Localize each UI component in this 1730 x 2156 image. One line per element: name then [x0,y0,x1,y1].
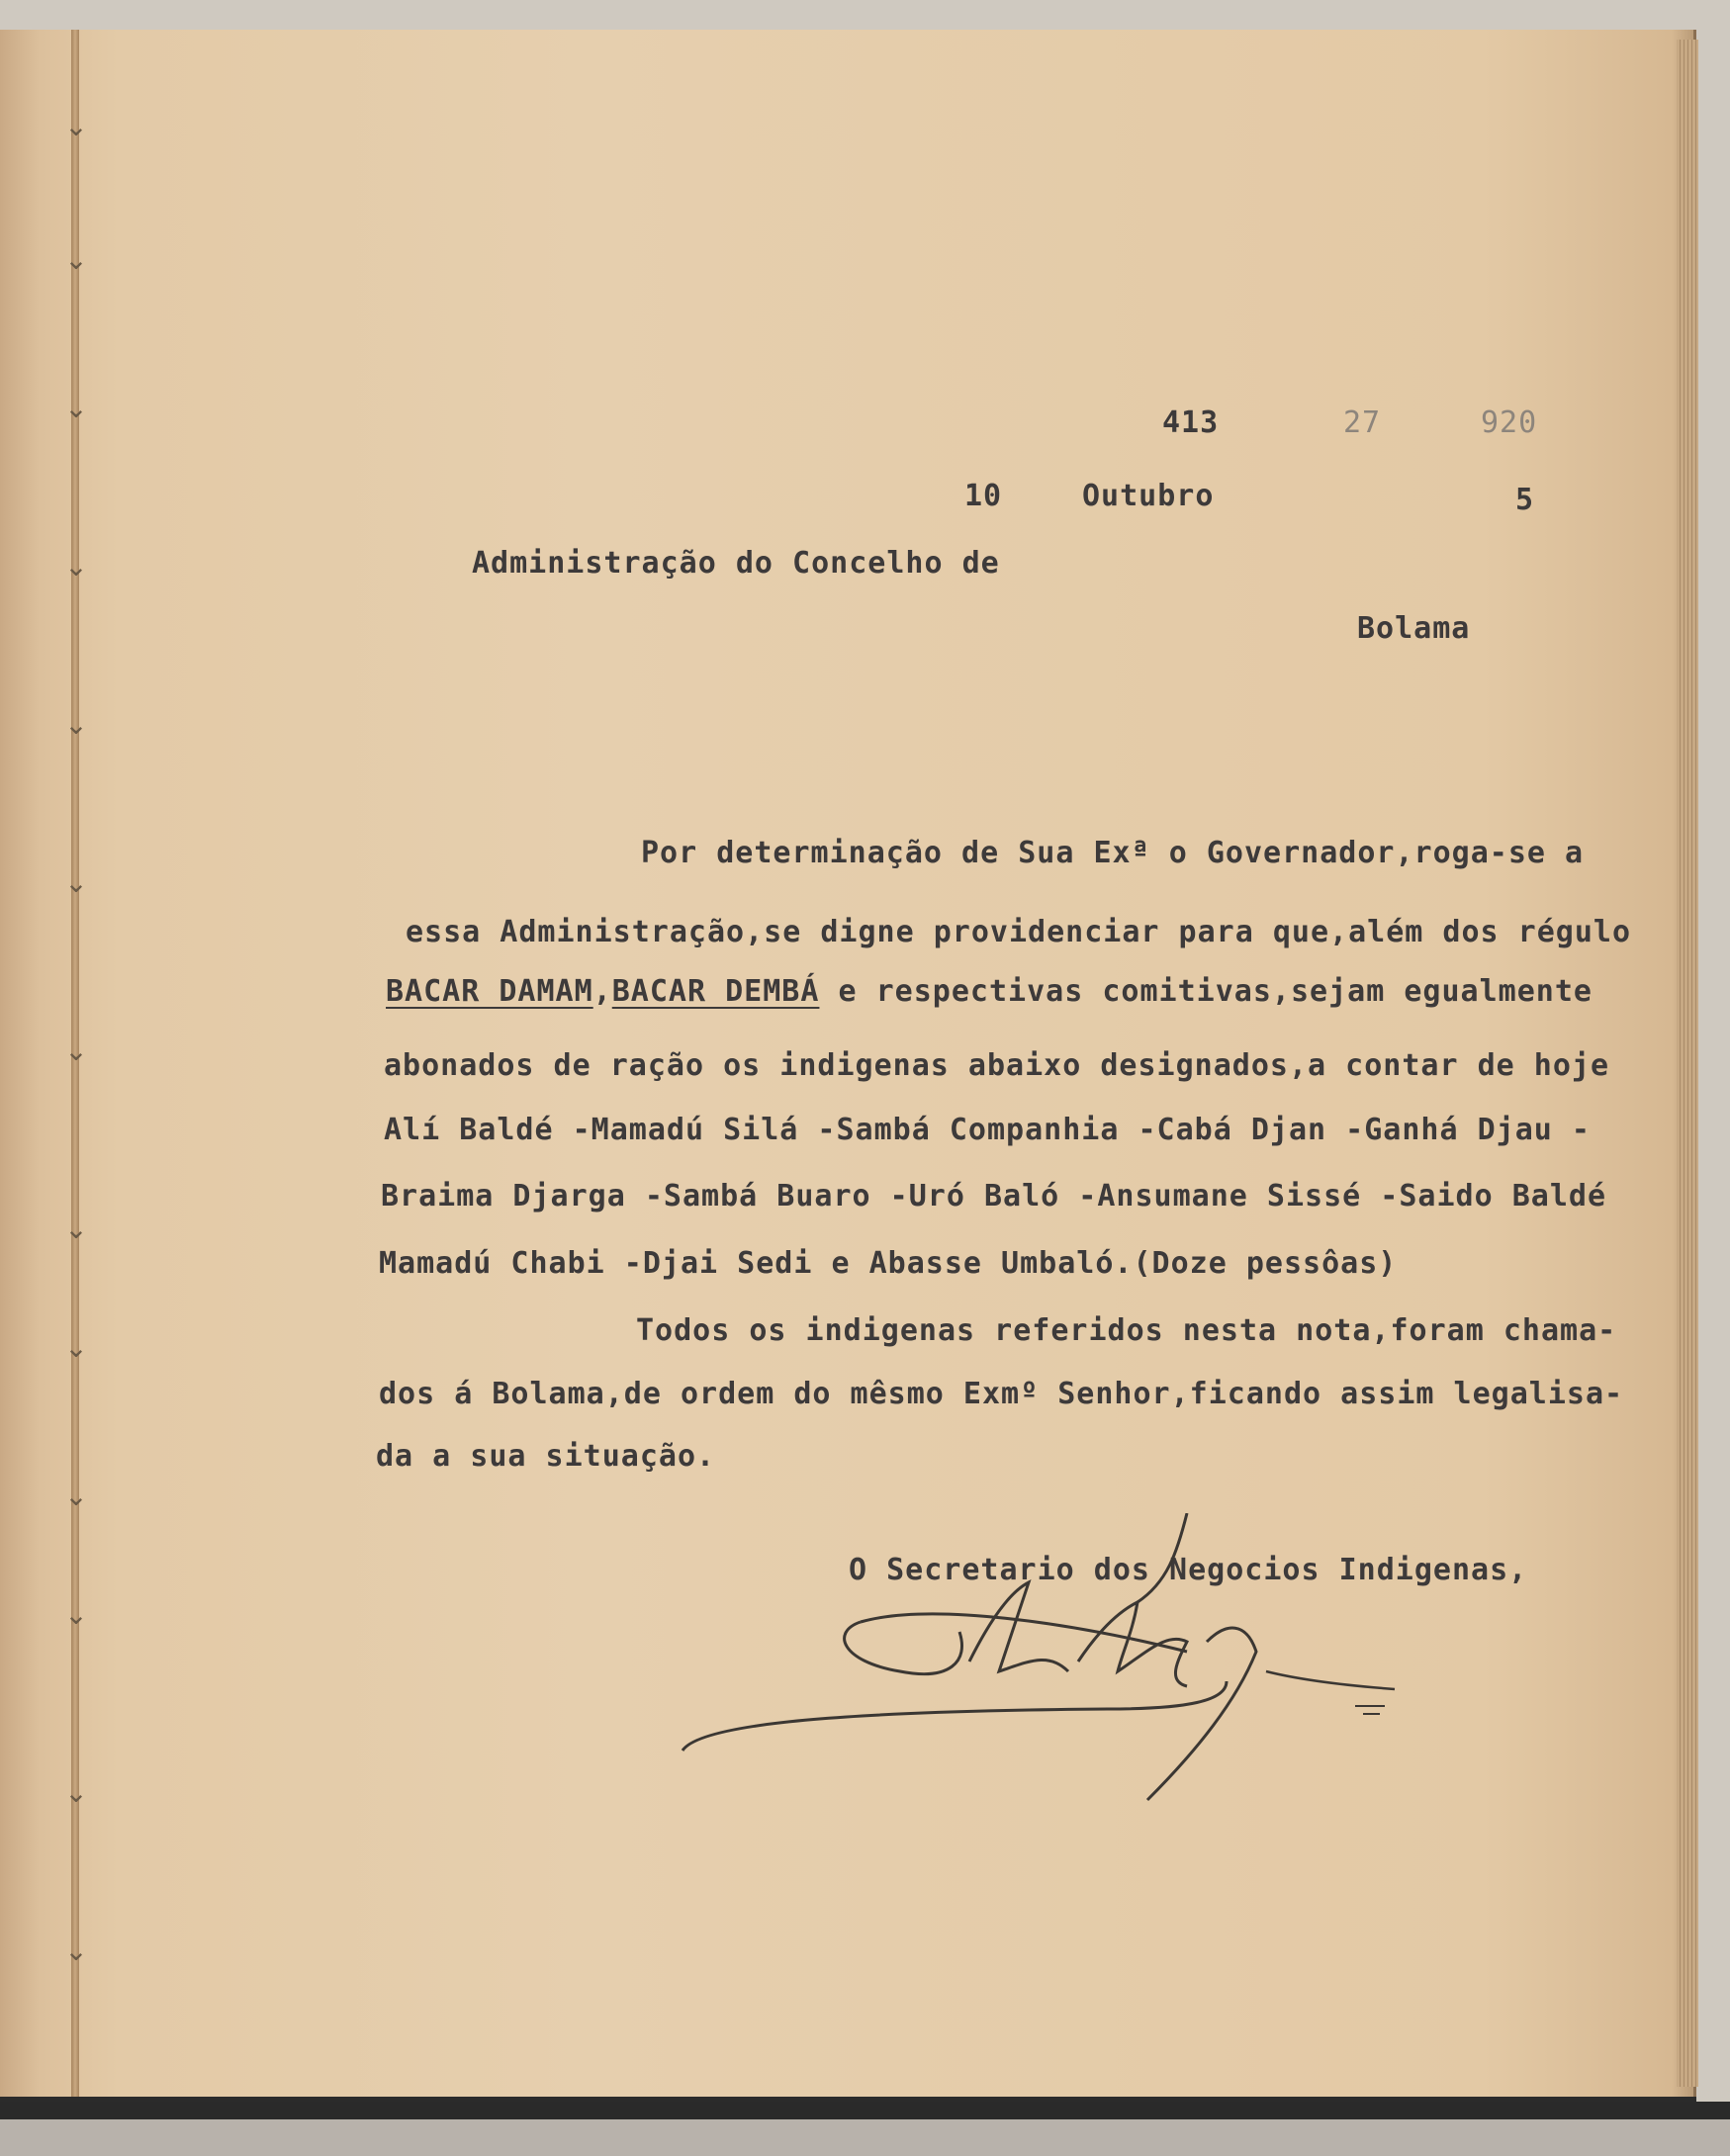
closing-title: O Secretario dos Negocios Indigenas, [849,1553,1528,1587]
date-day: 10 [964,479,1003,513]
body-line: abonados de ração os indigenas abaixo designados,a contar de hoje [384,1048,1609,1083]
body-line: dos á Bolama,de ordem do mêsmo Exmº Senhor,ficando assim legalisa- [379,1377,1624,1411]
stitch-icon: ⌄ [64,866,88,899]
stitch-icon: ⌄ [64,243,88,276]
regulo-name: BACAR DEMBÁ [611,974,820,1009]
reference-year: 920 [1481,405,1538,440]
addressee-place: Bolama [1357,611,1471,646]
stitch-icon: ⌄ [64,1480,88,1512]
stitch-icon: ⌄ [64,1331,88,1364]
document-number: 413 [1162,405,1220,440]
stitch-icon: ⌄ [64,110,88,142]
body-line: Todos os indigenas referidos nesta nota,foram chama- [636,1313,1617,1348]
body-line: Mamadú Chabi -Djai Sedi e Abasse Umbaló.(Doze pessôas) [379,1246,1398,1281]
body-line: da a sua situação. [376,1439,716,1474]
separator: , [592,974,612,1009]
stitch-icon: ⌄ [64,392,88,424]
stitch-icon: ⌄ [64,1213,88,1245]
date-number: 5 [1515,483,1535,517]
bottom-shadow-band [0,2102,1730,2156]
body-line: essa Administração,se digne providenciar para que,além dos régulo [406,915,1631,949]
stitch-icon: ⌄ [64,1776,88,1809]
stitch-icon: ⌄ [64,550,88,583]
body-line: Alí Baldé -Mamadú Silá -Sambá Companhia -Cabá Djan -Ganhá Djau - [384,1113,1591,1147]
regulo-name: BACAR DAMAM [386,974,593,1009]
reference-number: 27 [1343,405,1382,440]
body-line-names [386,974,1593,1009]
addressee-line: Administração do Concelho de [472,546,1000,581]
stitch-icon: ⌄ [64,708,88,741]
date-month: Outubro [1082,479,1215,513]
page-stack-edge [1677,40,1698,2087]
stitch-icon: ⌄ [64,1934,88,1967]
stitch-icon: ⌄ [64,1034,88,1067]
stitch-icon: ⌄ [64,1598,88,1631]
scan-background [0,2119,1730,2156]
signature [673,1513,1444,1810]
body-line: Por determinação de Sua Exª o Governador,roga-se a [641,836,1585,870]
body-line: Braima Djarga -Sambá Buaro -Uró Baló -Ansumane Sissé -Saido Baldé [381,1179,1606,1213]
body-line-rest: e respectivas comitivas,sejam egualmente [819,974,1593,1009]
